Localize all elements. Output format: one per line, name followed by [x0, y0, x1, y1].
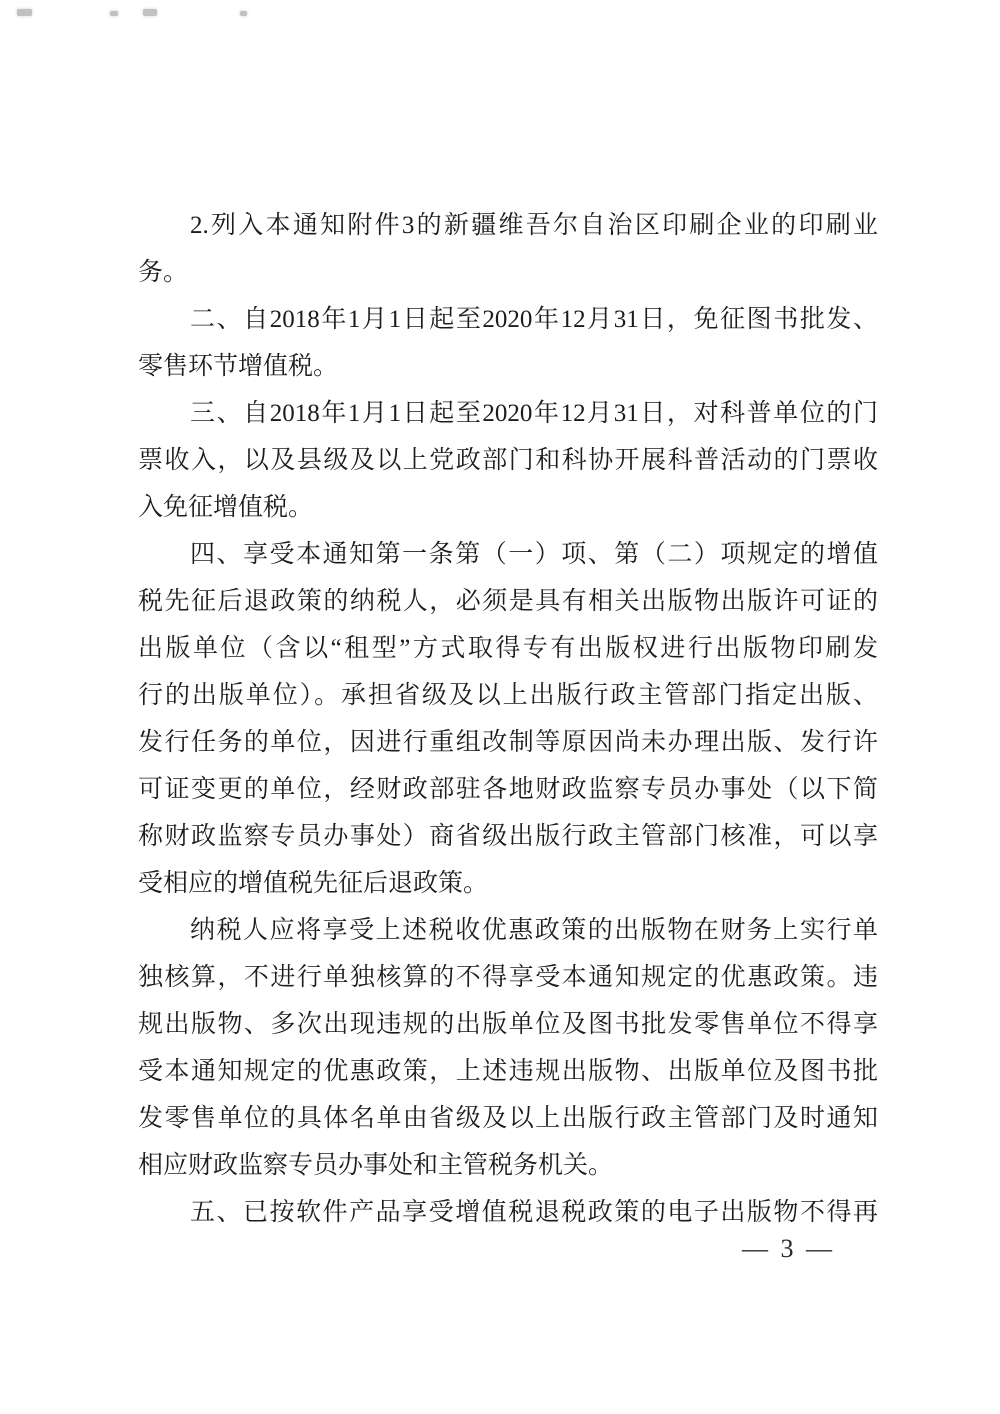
document-text-line: 二、自2018年1月1日起至2020年12月31日，免征图书批发、 [190, 306, 878, 333]
scan-speck [17, 9, 32, 16]
document-text-line: 票收入，以及县级及以上党政部门和科协开展科普活动的门票收 [138, 447, 878, 474]
document-text-line: 务。 [138, 259, 189, 286]
page-number: — 3 — [742, 1234, 835, 1263]
document-text-line: 纳税人应将享受上述税收优惠政策的出版物在财务上实行单 [190, 917, 878, 944]
document-text-line: 四、享受本通知第一条第（一）项、第（二）项规定的增值 [190, 541, 878, 568]
document-text-line: 可证变更的单位，经财政部驻各地财政监察专员办事处（以下简 [138, 776, 878, 803]
document-text-line: 三、自2018年1月1日起至2020年12月31日，对科普单位的门 [190, 400, 878, 427]
document-text-line: 发零售单位的具体名单由省级及以上出版行政主管部门及时通知 [138, 1105, 878, 1132]
document-text-line: 称财政监察专员办事处）商省级出版行政主管部门核准，可以享 [138, 823, 878, 850]
document-text-line: 出版单位（含以“租型”方式取得专有出版权进行出版物印刷发 [138, 635, 878, 662]
document-text-line: 受相应的增值税先征后退政策。 [138, 870, 489, 897]
document-text-line: 税先征后退政策的纳税人，必须是具有相关出版物出版许可证的 [138, 588, 878, 615]
document-text-line: 受本通知规定的优惠政策，上述违规出版物、出版单位及图书批 [138, 1058, 878, 1085]
document-text-line: 行的出版单位）。承担省级及以上出版行政主管部门指定出版、 [138, 682, 878, 709]
scan-speck [110, 11, 118, 16]
document-text-line: 零售环节增值税。 [138, 353, 339, 380]
document-text-line: 2.列入本通知附件3的新疆维吾尔自治区印刷企业的印刷业 [190, 212, 878, 239]
document-body [138, 202, 878, 1236]
scan-speck [143, 9, 157, 16]
document-text-line: 独核算，不进行单独核算的不得享受本通知规定的优惠政策。违 [138, 964, 878, 991]
document-text-line: 入免征增值税。 [138, 494, 314, 521]
document-text-line: 规出版物、多次出现违规的出版单位及图书批发零售单位不得享 [138, 1011, 878, 1038]
document-text-line: 发行任务的单位，因进行重组改制等原因尚未办理出版、发行许 [138, 729, 878, 756]
document-text-line: 相应财政监察专员办事处和主管税务机关。 [138, 1152, 614, 1179]
scan-speck [240, 11, 247, 16]
document-text-line: 五、已按软件产品享受增值税退税政策的电子出版物不得再 [190, 1199, 878, 1226]
